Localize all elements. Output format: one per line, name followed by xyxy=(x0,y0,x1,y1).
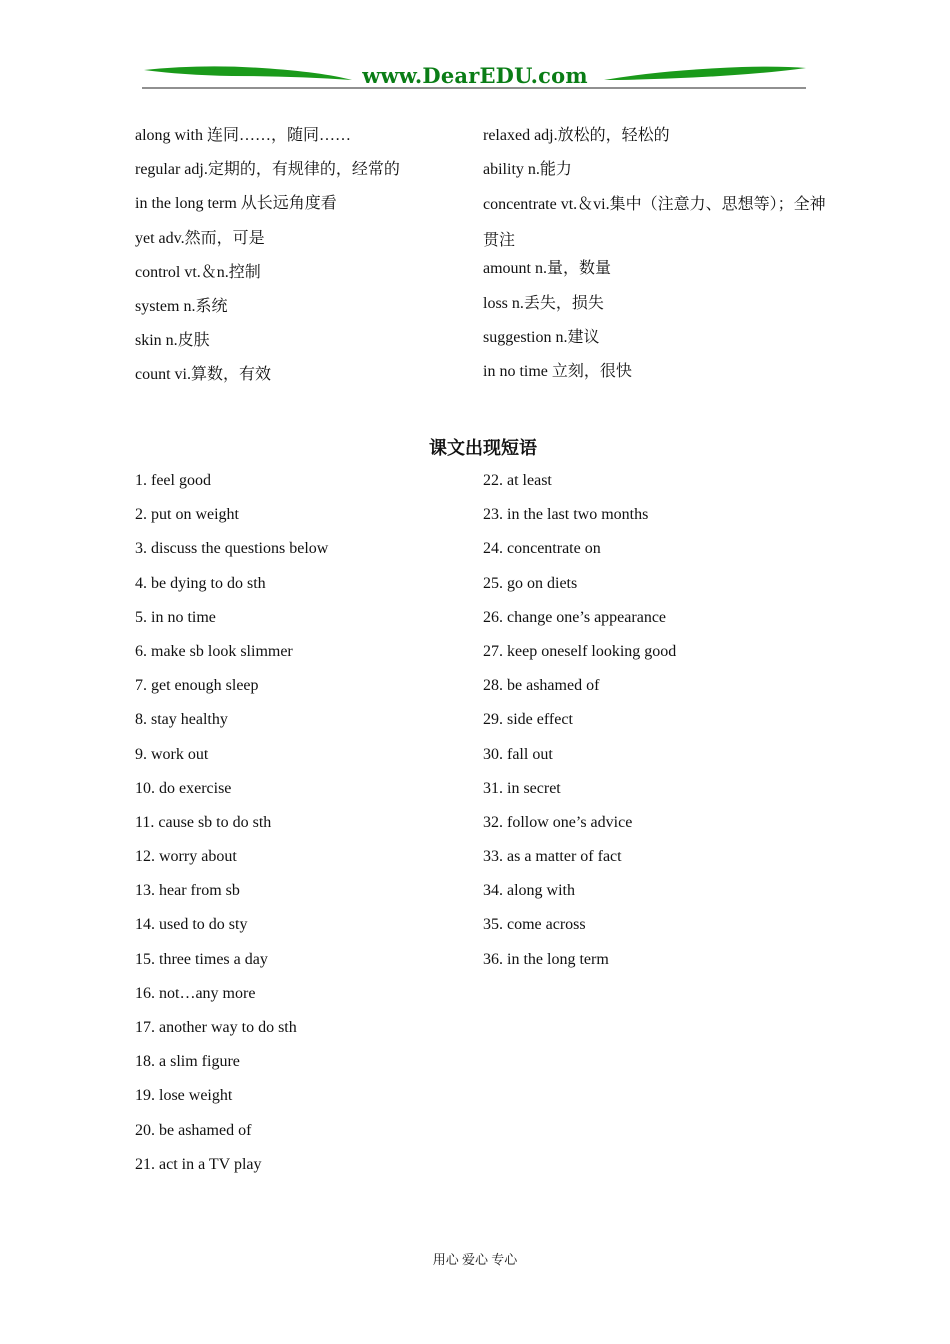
phrase-item: 15. three times a day xyxy=(135,950,268,968)
vocab-item: control vt.＆n.控制 xyxy=(135,263,261,281)
phrase-item: 21. act in a TV play xyxy=(135,1155,262,1173)
phrase-item: 24. concentrate on xyxy=(483,540,601,558)
phrase-item: 33. as a matter of fact xyxy=(483,848,622,866)
vocab-item: count vi.算数，有效 xyxy=(135,366,271,384)
phrase-list-right xyxy=(483,469,813,982)
phrase-item: 5. in no time xyxy=(135,608,216,626)
vocab-item: yet adv.然而，可是 xyxy=(135,229,265,247)
phrase-item: 23. in the last two months xyxy=(483,506,649,524)
phrase-item: 30. fall out xyxy=(483,745,553,763)
vocab-item: along with 连同……，随同…… xyxy=(135,127,351,144)
phrase-item: 25. go on diets xyxy=(483,574,578,592)
phrase-item: 20. be ashamed of xyxy=(135,1121,252,1139)
vocab-item: in no time 立刻，很快 xyxy=(483,362,632,380)
phrase-item: 22. at least xyxy=(483,472,552,489)
phrase-item: 28. be ashamed of xyxy=(483,677,600,695)
vocab-item: ability n.能力 xyxy=(483,161,572,179)
phrase-item: 34. along with xyxy=(483,882,575,900)
vocab-list-left xyxy=(135,124,465,398)
vocab-item: concentrate vt.＆vi.集中（注意力、思想等）；全神贯注 xyxy=(483,196,826,250)
phrase-item: 32. follow one’s advice xyxy=(483,813,633,831)
phrase-item: 19. lose weight xyxy=(135,1087,233,1105)
phrase-item: 2. put on weight xyxy=(135,506,239,524)
phrase-item: 27. keep oneself looking good xyxy=(483,642,677,660)
vocab-item: system n.系统 xyxy=(135,297,228,315)
phrase-item: 26. change one’s appearance xyxy=(483,608,667,626)
phrase-item: 7. get enough sleep xyxy=(135,677,259,695)
section-title: 课文出现短语 xyxy=(429,438,537,459)
phrase-item: 35. come across xyxy=(483,916,586,934)
phrase-item: 16. not…any more xyxy=(135,984,256,1002)
phrase-item: 8. stay healthy xyxy=(135,711,228,729)
phrase-item: 14. used to do sty xyxy=(135,916,248,934)
vocab-item: relaxed adj.放松的，轻松的 xyxy=(483,127,670,144)
phrase-item: 11. cause sb to do sth xyxy=(135,813,272,831)
vocab-list-right xyxy=(483,124,838,394)
phrase-item: 13. hear from sb xyxy=(135,882,240,900)
site-logo[interactable]: www.DearEDU.com xyxy=(362,63,588,88)
phrase-item: 3. discuss the questions below xyxy=(135,540,329,558)
phrase-list-left xyxy=(135,469,465,1187)
header-banner xyxy=(142,62,808,92)
vocab-item: in the long term 从长远角度看 xyxy=(135,195,337,213)
vocab-item: skin n.皮肤 xyxy=(135,332,210,350)
phrase-item: 9. work out xyxy=(135,745,209,763)
phrase-item: 31. in secret xyxy=(483,779,561,797)
vocab-item: regular adj.定期的，有规律的，经常的 xyxy=(135,161,400,179)
phrase-item: 17. another way to do sth xyxy=(135,1019,297,1036)
page-footer: 用心 爱心 专心 xyxy=(432,1252,518,1267)
phrase-item: 10. do exercise xyxy=(135,779,232,797)
phrase-item: 4. be dying to do sth xyxy=(135,574,266,592)
phrase-item: 12. worry about xyxy=(135,848,237,866)
phrase-item: 29. side effect xyxy=(483,711,573,729)
phrase-item: 1. feel good xyxy=(135,472,211,489)
phrase-item: 18. a slim figure xyxy=(135,1053,240,1071)
vocab-item: amount n.量，数量 xyxy=(483,260,611,278)
phrase-item: 36. in the long term xyxy=(483,950,609,968)
vocab-item: loss n.丢失，损失 xyxy=(483,294,604,312)
vocab-item: suggestion n.建议 xyxy=(483,328,600,346)
phrase-item: 6. make sb look slimmer xyxy=(135,642,293,660)
